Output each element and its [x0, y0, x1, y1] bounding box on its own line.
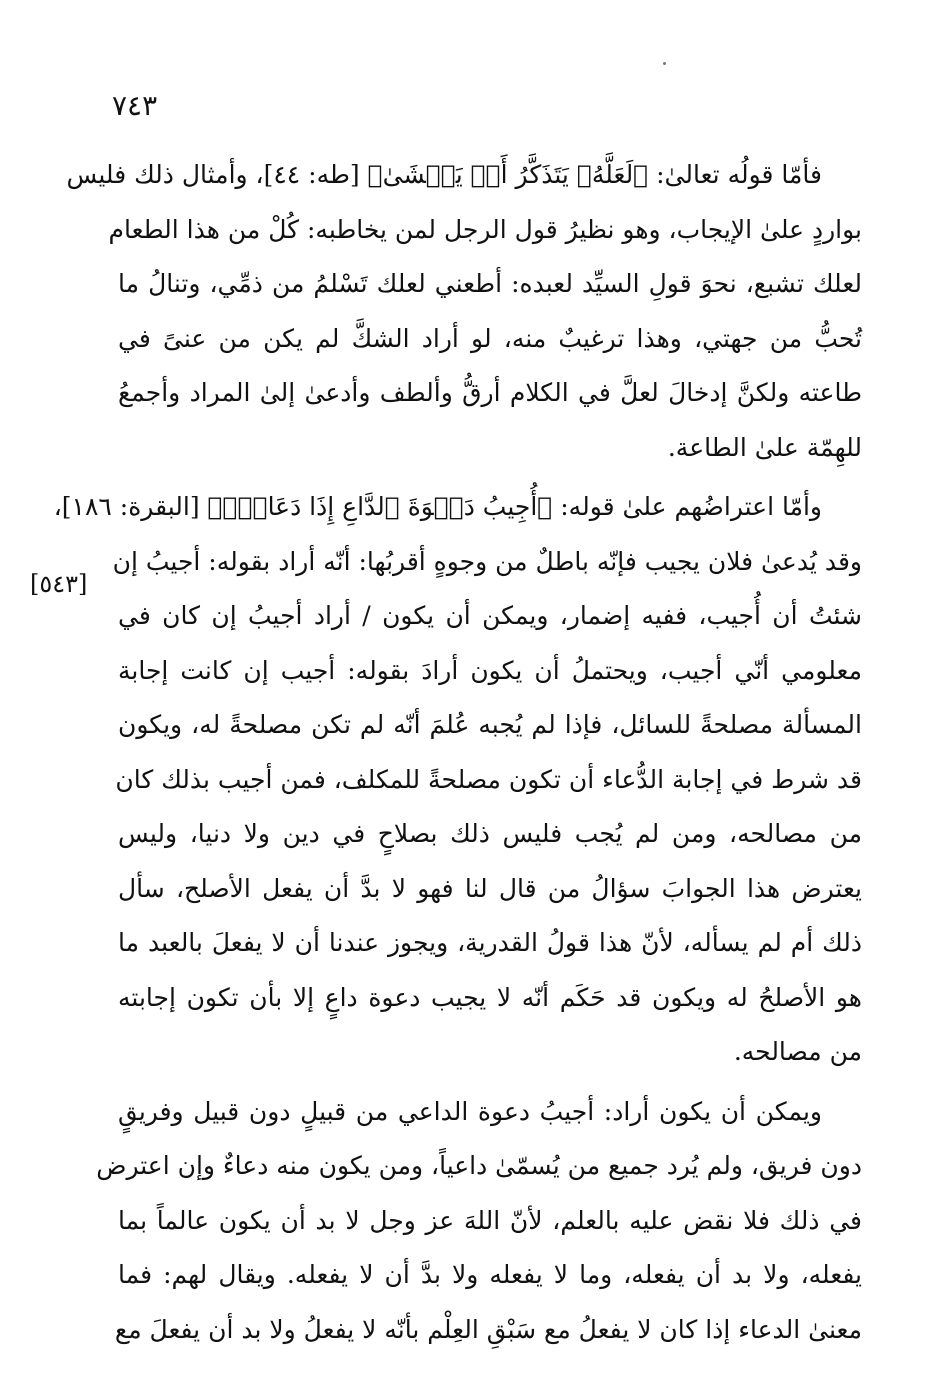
text-line: ويمكن أن يكون أراد: أجيبُ دعوة الداعي من قبيلٍ دون قبيل وفريقٍ [118, 1096, 822, 1126]
text-line: بواردٍ علىٰ الإيجاب، وهو نظيرُ قول الرجل لمن يخاطبه: كُلْ من هذا الطعام [108, 214, 862, 244]
text-line: دون فريق، ولم يُرد جميع من يُسمّىٰ داعياً، ومن يكون منه دعاءٌ وإن اعترض [96, 1151, 862, 1180]
text-line: وقد يُدعىٰ فلان يجيب فإنّه باطلٌ من وجوهٍ أقربُها: أنّه أراد بقوله: أجيبُ إن [112, 546, 862, 576]
text-line: معلومي أنّي أجيب، ويحتملُ أن يكون أرادَ بقوله: أجيب إن كانت إجابة [118, 655, 862, 685]
text-line: يعترض هذا الجوابَ سؤالُ من قال لنا فهو لا بدَّ أن يفعل الأصلح، سأل [118, 873, 862, 903]
text-line: ذلك أم لم يسأله، لأنّ هذا قولُ القدرية، ويجوز عندنا أن لا يفعلَ بالعبد ما [118, 928, 862, 957]
text-line: من مصالحه. [733, 1037, 862, 1066]
paragraph-3 [96, 1085, 862, 1358]
text-line: فأمّا قولُه تعالىٰ: ﴿لَعَلَّهُۥ يَتَذَكَّرُ أَوۡ يَخۡشَىٰ﴾ [طه: ٤٤]، وأمثال ذلك فليس [66, 160, 822, 189]
paragraph-1 [66, 148, 862, 475]
text-line: للهِمّة علىٰ الطاعة. [667, 432, 862, 462]
ink-dot [663, 62, 666, 65]
text-line: قد شرط في إجابة الدُّعاء أن تكون مصلحةً للمكلف، فمن أجيب بذلك كان [115, 764, 862, 794]
text-line: هو الأصلحُ له ويكون قد حَكَم أنّه لا يجيب دعوة داعٍ إلا بأن تكون إجابته [118, 982, 862, 1012]
text-line: لعلك تشبع، نحوَ قولِ السيِّد لعبده: أطعني لعلك تَسْلمُ من ذمِّي، وتنالُ ما [118, 269, 862, 298]
text-line: وأمّا اعتراضُهم علىٰ قوله: ﴿أُجِيبُ دَعۡوَةَ ٱلدَّاعِ إِذَا دَعَانِۖ﴾ [البقرة: ١٨٦]، [53, 492, 822, 521]
text-line: من مصالحه، ومن لم يُجب فليس ذلك بصلاحٍ في دين ولا دنيا، وليس [118, 819, 862, 848]
text-line: تُحبُّ من جهتي، وهذا ترغيبٌ منه، لو أراد الشكَّ لم يكن من عنىً في [118, 323, 862, 353]
text-line: طاعته ولكنَّ إدخالَ لعلَّ في الكلام أرقُّ وألطف وأدعىٰ إلىٰ المراد وأجمعُ [118, 378, 862, 407]
text-line: معنىٰ الدعاء إذا كان لا يفعلُ مع سَبْقِ العِلْم بأنّه لا يفعلُ ولا بد أن يفعلَ مع [114, 1314, 862, 1344]
text-line: شئتُ أن أُجيب، ففيه إضمار، ويمكن أن يكون / أراد أجيبُ إن كان في [118, 601, 862, 630]
margin-reference: [٥٤٣] [30, 570, 88, 598]
page-number: ٧٤٣ [112, 89, 158, 122]
text-line: في ذلك فلا نقض عليه بالعلم، لأنّ اللهَ عز وجل لا بد أن يكون عالماً بما [118, 1205, 862, 1235]
text-line: يفعله، ولا بد أن يفعله، وما لا يفعله ولا بدَّ أن لا يفعله. ويقال لهم: فما [118, 1260, 862, 1289]
text-line: المسألة مصلحةً للسائل، فإذا لم يُجبه عُلمَ أنّه لم تكن مصلحةً له، ويكون [118, 710, 862, 739]
